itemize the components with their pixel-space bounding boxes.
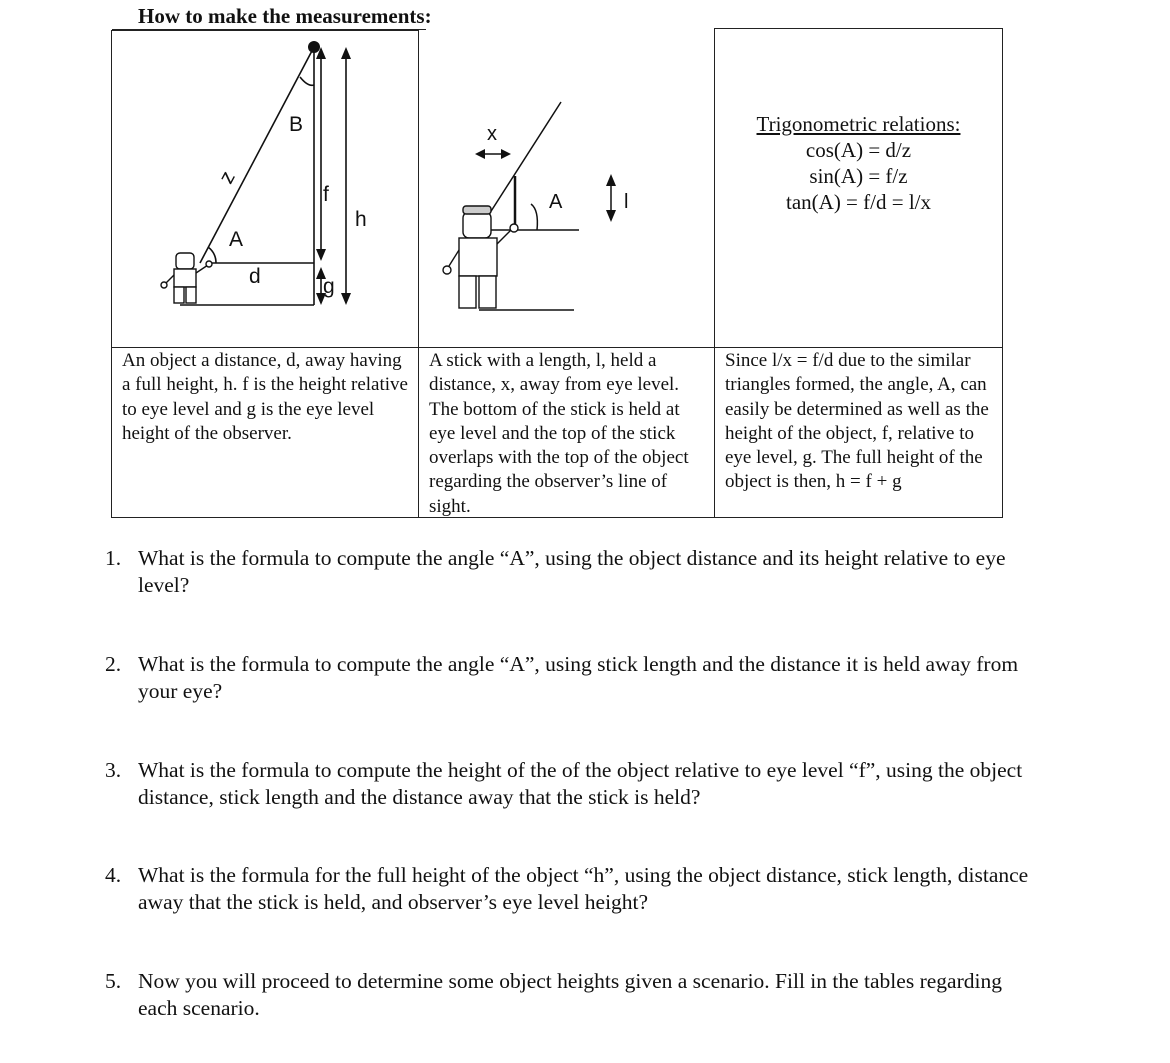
relation-cos: cos(A) = d/z <box>805 138 912 162</box>
caption-cell-3 <box>714 347 1003 518</box>
sight-line-z <box>200 47 314 263</box>
f-arrow-bottom <box>316 249 326 261</box>
page-title: How to make the measurements: <box>138 4 432 28</box>
measurement-table <box>111 28 1003 518</box>
triangle-diagram <box>112 31 420 349</box>
question-2 <box>105 651 1045 705</box>
caption-stick: A stick with a length, l, held a distance, x, away from eye level. The bottom of the stick is held at eye level and the top of the stick overlaps with the top of the object regarding the observer’s line of sight. <box>429 350 689 517</box>
diagram-stick-measure <box>418 30 715 348</box>
label-b: B <box>289 113 304 136</box>
relation-tan: tan(A) = f/d = l/x <box>786 190 931 214</box>
question-text: What is the formula for the full height of the object “h”, using the object distance, stick length, distance away that the stick is held, and observer’s eye level height? <box>138 863 1029 914</box>
observer-figure <box>443 206 518 308</box>
l-arrow-top <box>606 174 616 186</box>
label-h: h <box>355 208 367 231</box>
trig-heading: Trigonometric relations: <box>756 112 961 136</box>
angle-a-arc <box>531 204 537 230</box>
question-1 <box>105 545 1045 599</box>
h-arrow-bottom <box>341 293 351 305</box>
trig-relations <box>715 111 1002 215</box>
question-5 <box>105 968 1045 1022</box>
caption-object-distance: An object a distance, d, away having a full height, h. f is the height relative to eye level and g is the eye level height of the observer. <box>122 350 408 444</box>
question-number: 1. <box>105 546 122 570</box>
h-arrow-top <box>341 47 351 59</box>
trig-relations-cell <box>714 28 1003 348</box>
x-arrow-left <box>475 149 485 159</box>
l-arrow-bottom <box>606 210 616 222</box>
diagram-object-distance <box>111 30 419 348</box>
question-number: 4. <box>105 863 122 887</box>
question-text: What is the formula to compute the angle “A”, using the object distance and its height relative to eye level? <box>138 546 1006 597</box>
label-z: z <box>214 167 240 188</box>
question-4 <box>105 862 1045 916</box>
question-number: 3. <box>105 758 122 782</box>
question-text: What is the formula to compute the angle “A”, using stick length and the distance it is held away from your eye? <box>138 652 1019 703</box>
relation-sin: sin(A) = f/z <box>809 164 908 188</box>
caption-cell-1 <box>111 347 419 518</box>
caption-similar-triangles: Since l/x = f/d due to the similar triangles formed, the angle, A, can easily be determined as well as the height of the object, f, relative to eye level, g. The full height of the object is then, h = f + g <box>725 350 989 493</box>
caption-cell-2 <box>418 347 715 518</box>
label-a: A <box>229 228 244 251</box>
label-g: g <box>323 275 335 298</box>
stick-diagram <box>419 30 716 348</box>
label-d: d <box>249 265 261 288</box>
label-a: A <box>549 191 563 213</box>
question-number: 2. <box>105 652 122 676</box>
label-l: l <box>624 191 629 213</box>
label-x: x <box>487 123 497 145</box>
question-number: 5. <box>105 969 122 993</box>
question-text: What is the formula to compute the height of the of the object relative to eye level “f”, using the object distance, stick length and the distance away that the stick is held? <box>138 758 1023 809</box>
x-arrow-right <box>501 149 511 159</box>
label-f: f <box>323 183 329 206</box>
object-top-dot <box>308 41 320 53</box>
observer-figure <box>161 253 212 303</box>
question-text: Now you will proceed to determine some object heights given a scenario. Fill in the tables regarding each scenario. <box>138 969 1002 1020</box>
angle-b-arc <box>300 77 314 85</box>
question-3 <box>105 757 1045 811</box>
